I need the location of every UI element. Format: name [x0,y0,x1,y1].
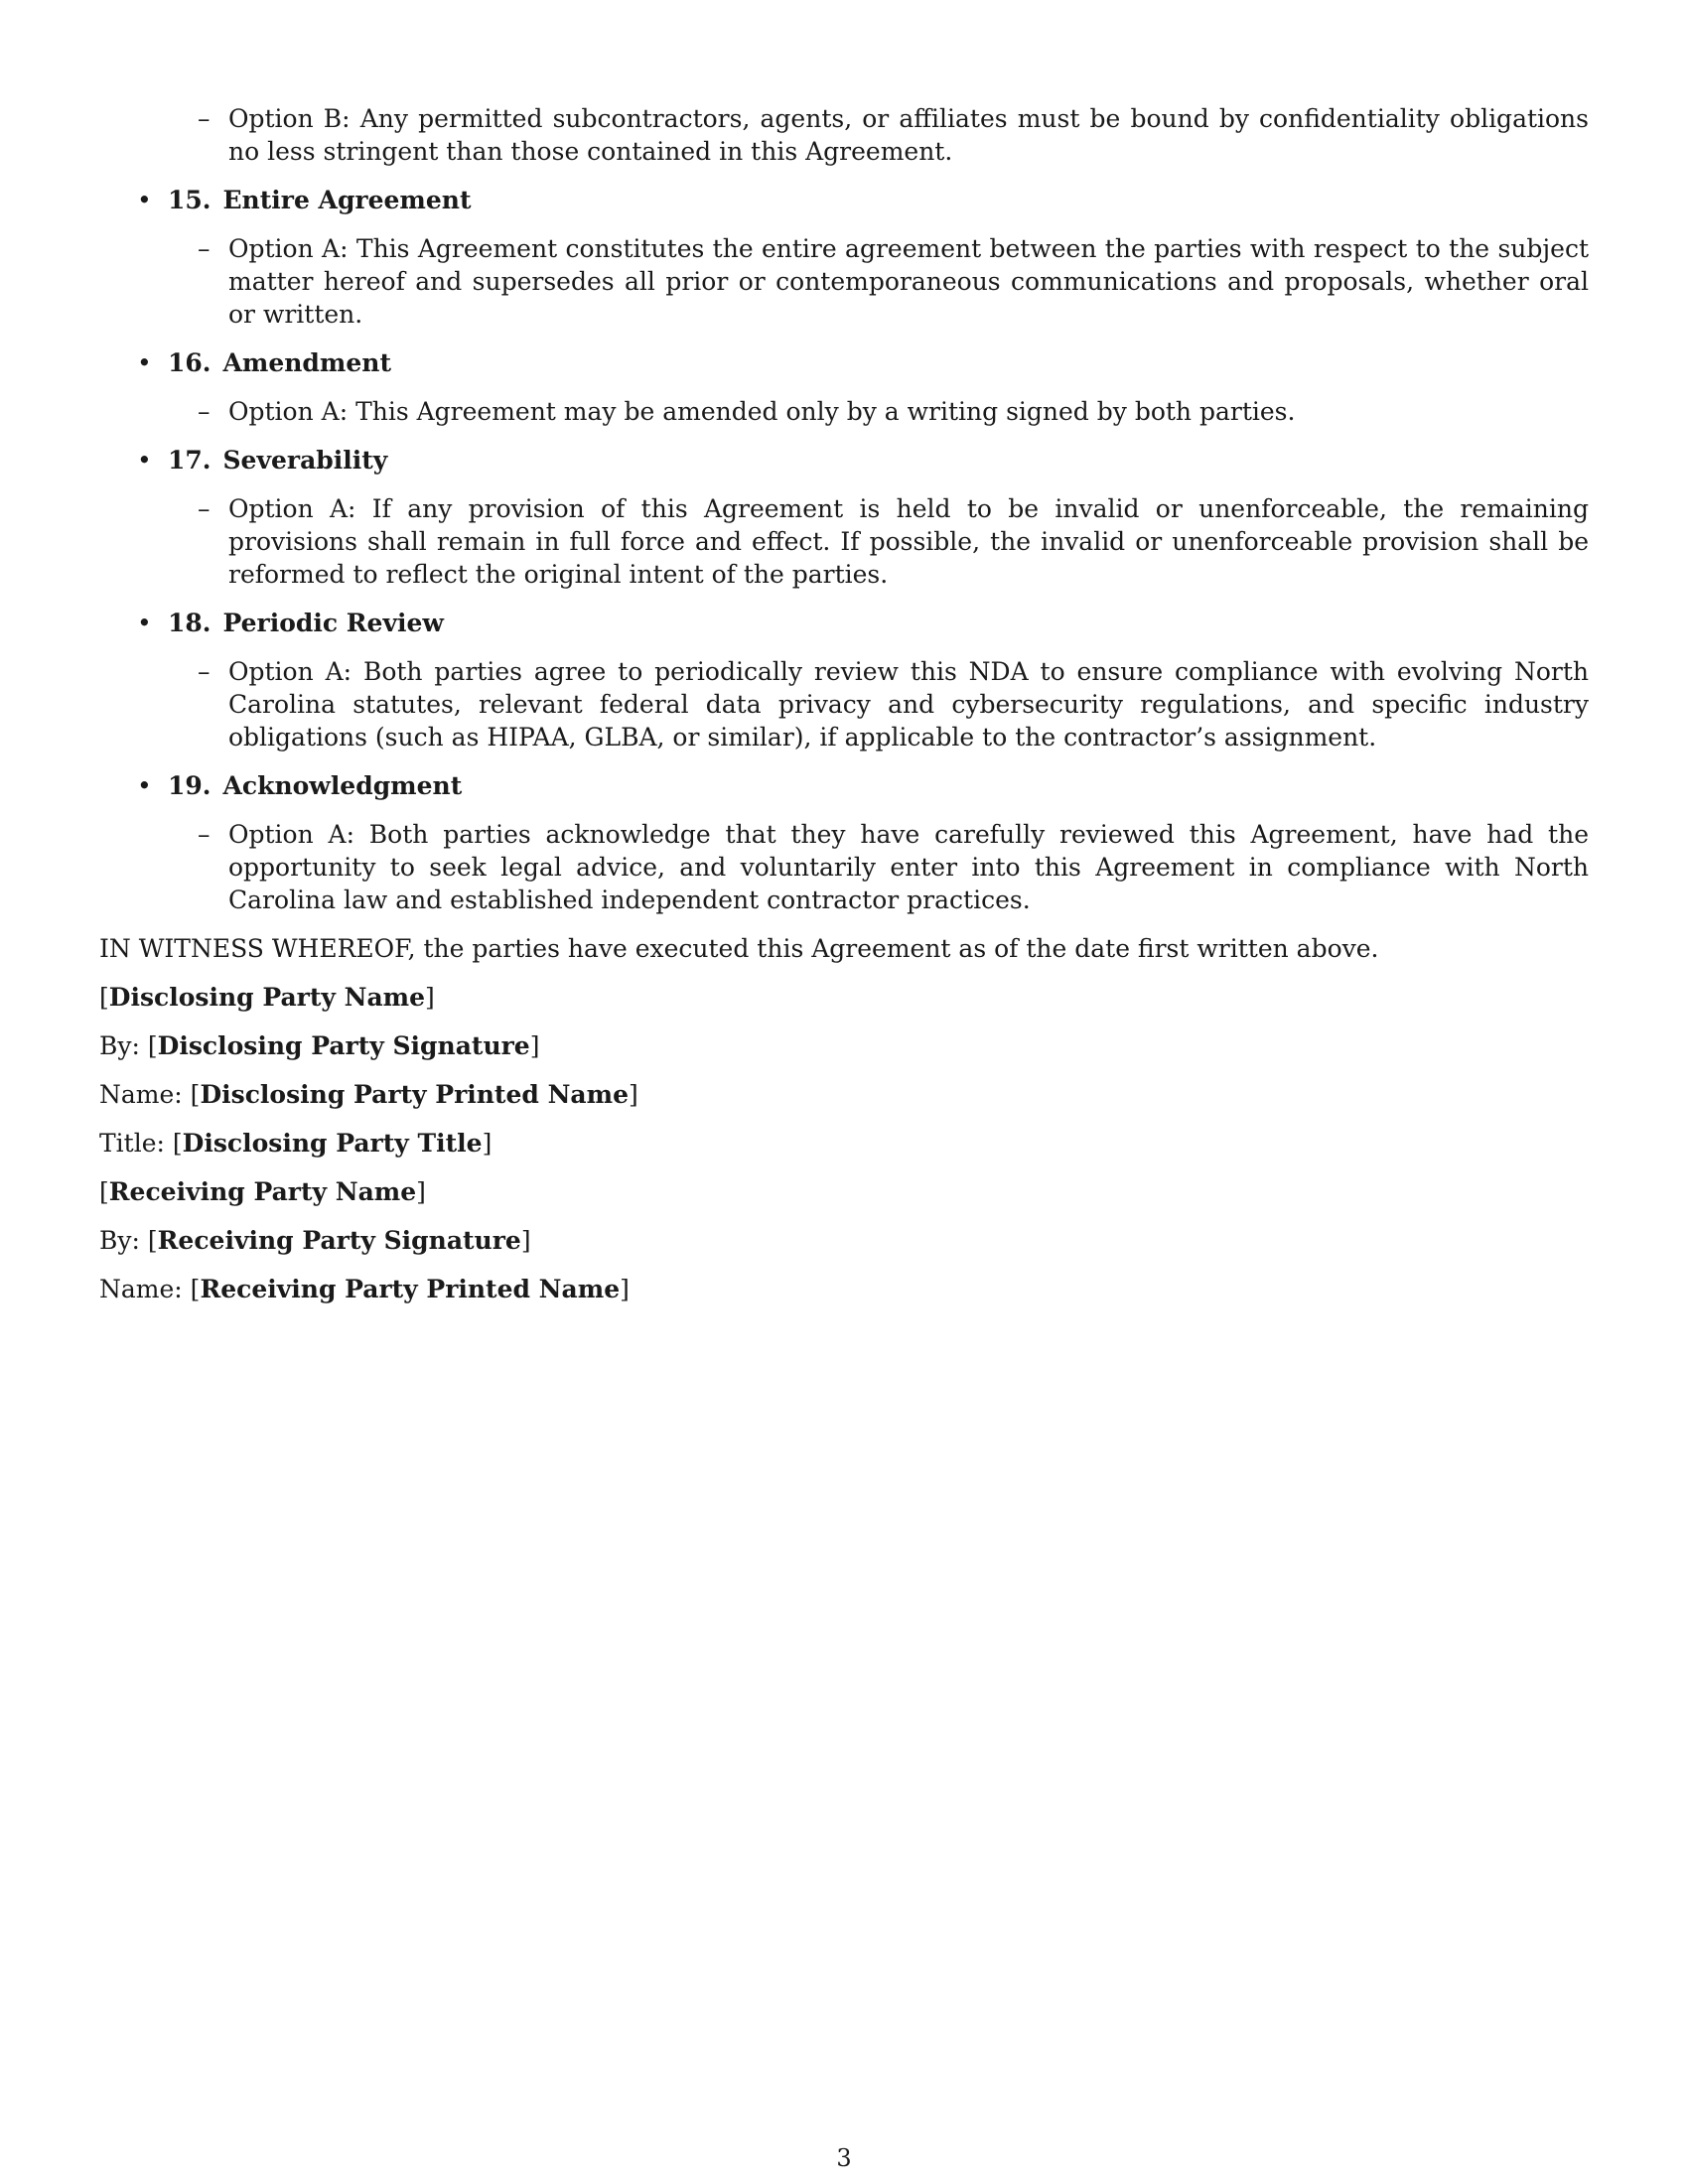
dash-marker: – [198,397,211,426]
disclosing-party-printed-name-line [99,1078,1589,1111]
receiving-party-name [99,1175,1589,1208]
bracket-open: [ [99,983,109,1012]
dash-marker: – [198,234,211,263]
bracket-open: [ [147,1226,158,1255]
option-b-subitem [99,102,1589,168]
section-16-option [99,395,1589,428]
bracket-close: ] [520,1226,531,1255]
section-number: 17. [168,446,211,475]
bracket-close: ] [416,1177,426,1206]
section-heading-18 [99,607,1589,639]
witness-clause: IN WITNESS WHEREOF, the parties have executed this Agreement as of the date first written above. [99,934,1379,963]
receiving-party-printed-name-line [99,1273,1589,1305]
section-heading-16 [99,346,1589,379]
receiving-party-signature-placeholder: Receiving Party Signature [157,1226,521,1255]
bullet-marker: • [137,186,152,214]
section-title: Amendment [222,348,391,377]
name-label: Name: [99,1080,183,1109]
section-title: Periodic Review [222,609,444,637]
disclosing-party-title-placeholder: Disclosing Party Title [182,1129,483,1158]
bracket-open: [ [190,1275,201,1303]
bracket-close: ] [529,1031,540,1060]
bracket-open: [ [147,1031,158,1060]
dash-marker: – [198,494,211,523]
option-text: Option A: Both parties agree to periodically review this NDA to ensure compliance with evolving North Carolina statutes, relevant federal data privacy and cybersecurity regulations, and specific industry obligations (such as HIPAA, GLBA, or similar), if applicable to the contractor’s assignment. [228,657,1589,751]
section-number: 18. [168,609,211,637]
page-number: 3 [836,2144,852,2172]
section-title: Severability [222,446,388,475]
bullet-marker: • [137,771,152,800]
by-label: By: [99,1226,140,1255]
section-number: 15. [168,186,211,214]
bracket-open: [ [172,1129,183,1158]
option-text: Option A: If any provision of this Agreement is held to be invalid or unenforceable, the remaining provisions shall remain in full force and effect. If possible, the invalid or unenforceable provision shall be reformed to reflect the original intent of the parties. [228,494,1589,589]
option-text: Option A: Both parties acknowledge that they have carefully reviewed this Agreement, have had the opportunity to seek legal advice, and voluntarily enter into this Agreement in compliance with North Carolina law and established independent contractor practices. [228,820,1589,914]
bullet-marker: • [137,609,152,637]
by-label: By: [99,1031,140,1060]
disclosing-party-signature-placeholder: Disclosing Party Signature [157,1031,530,1060]
option-text: Option B: Any permitted subcontractors, agents, or affiliates must be bound by confidentiality obligations no less stringent than those contained in this Agreement. [228,104,1589,166]
dash-marker: – [198,104,211,133]
bullet-marker: • [137,446,152,475]
section-17-option [99,492,1589,591]
section-number: 19. [168,771,211,800]
bracket-close: ] [482,1129,492,1158]
section-heading-17 [99,444,1589,477]
section-title: Acknowledgment [222,771,463,800]
bracket-close: ] [628,1080,638,1109]
bracket-open: [ [190,1080,201,1109]
receiving-party-by-line [99,1224,1589,1257]
receiving-party-printed-name-placeholder: Receiving Party Printed Name [200,1275,621,1303]
section-number: 16. [168,348,211,377]
disclosing-party-by-line [99,1029,1589,1062]
section-heading-15 [99,184,1589,216]
disclosing-party-printed-name-placeholder: Disclosing Party Printed Name [200,1080,629,1109]
disclosing-party-name [99,981,1589,1014]
receiving-party-name-placeholder: Receiving Party Name [108,1177,417,1206]
bracket-open: [ [99,1177,109,1206]
bracket-close: ] [620,1275,630,1303]
section-19-option [99,818,1589,916]
title-label: Title: [99,1129,165,1158]
dash-marker: – [198,820,211,849]
section-heading-19 [99,769,1589,802]
bracket-close: ] [425,983,435,1012]
option-text: Option A: This Agreement constitutes the entire agreement between the parties with respect to the subject matter hereof and supersedes all prior or contemporaneous communications and proposals, whether oral or written. [228,234,1589,329]
section-18-option [99,655,1589,753]
option-text: Option A: This Agreement may be amended only by a writing signed by both parties. [228,397,1296,426]
section-title: Entire Agreement [222,186,472,214]
section-15-option [99,232,1589,331]
document-page [99,102,1589,1321]
bullet-marker: • [137,348,152,377]
name-label: Name: [99,1275,183,1303]
disclosing-party-name-placeholder: Disclosing Party Name [108,983,426,1012]
dash-marker: – [198,657,211,686]
disclosing-party-title-line [99,1127,1589,1160]
